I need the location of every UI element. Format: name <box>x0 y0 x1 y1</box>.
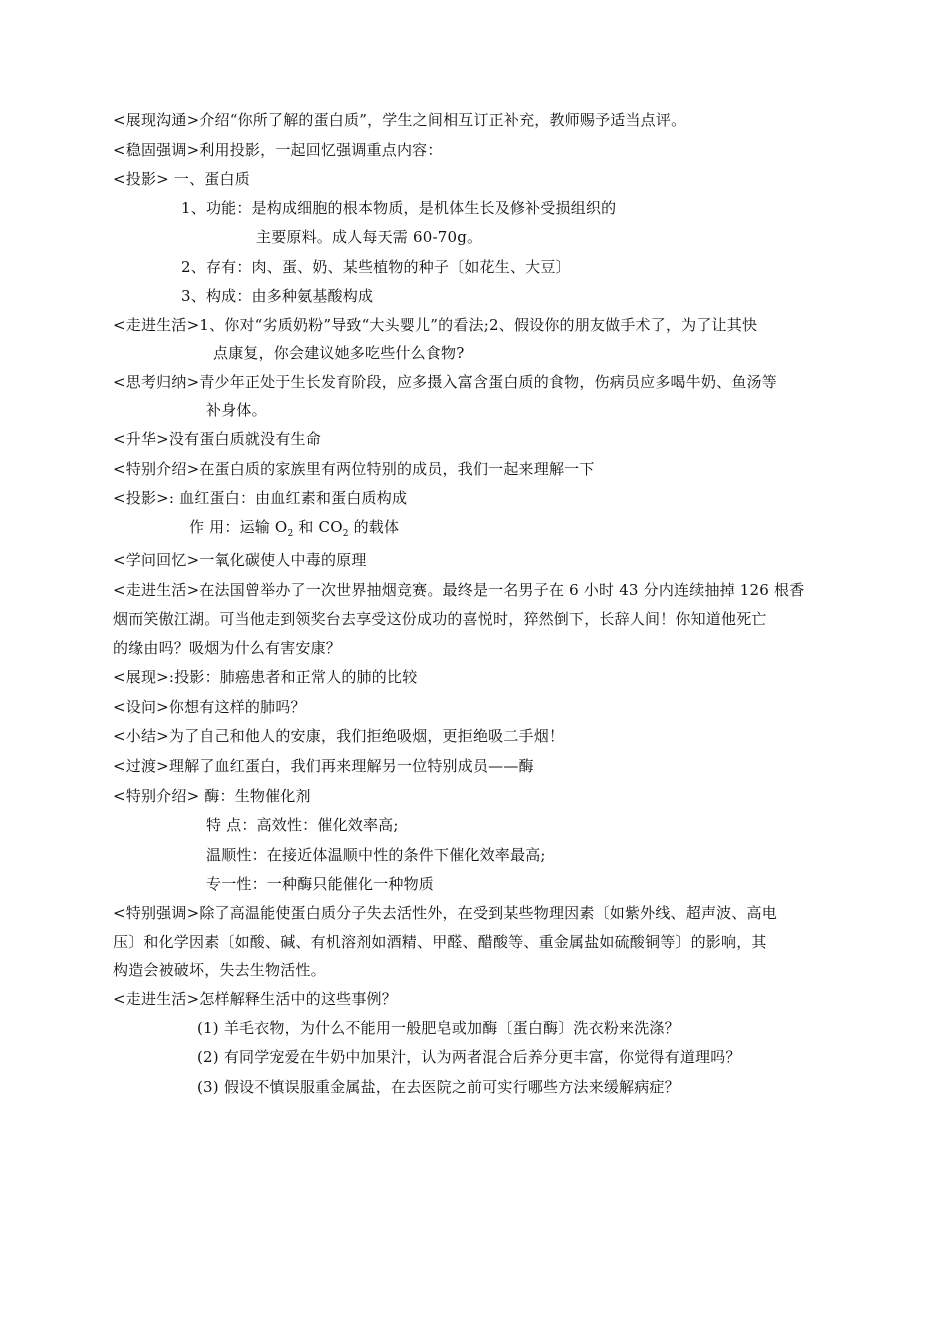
zuoyong-text: 作 用：运输 O <box>189 518 288 536</box>
line-zhanxian-touying: <展现>:投影：肺癌患者和正常人的肺的比较 <box>113 668 418 686</box>
line-zoujin-shenghuo-3: <走进生活>怎样解释生活中的这些事例？ <box>113 990 397 1008</box>
zuoyong-text-3: 的载体 <box>348 518 400 536</box>
line-sikao-guina-cont: 补身体。 <box>206 401 267 419</box>
list-item-3: (3) 假设不慎误服重金属盐，在去医院之前可实行哪些方法来缓解病症？ <box>197 1078 680 1096</box>
line-xuewen-huiyi: <学问回忆>一氧化碳使人中毒的原理 <box>113 551 367 569</box>
line-wengu-qiangdiao: <稳固强调>利用投影，一起回忆强调重点内容： <box>113 141 443 159</box>
zuoyong-text-2: 和 CO <box>293 518 343 536</box>
list-item-2: (2) 有同学宠爱在牛奶中加果汁，认为两者混合后养分更丰富，你觉得有道理吗？ <box>197 1048 741 1066</box>
co2-subscript: 2 <box>342 529 349 539</box>
line-tebie-qiangdiao-cont2: 构造会被破坏，失去生物活性。 <box>113 961 326 979</box>
line-zoujin-shenghuo-1-cont: 点康复，你会建议她多吃些什么食物? <box>213 344 465 362</box>
line-sikao-guina: <思考归纳>青少年正处于生长发育阶段，应多摄入富含蛋白质的食物，伤病员应多喝牛奶、鱼汤等 <box>113 373 777 391</box>
list-item-1: (1) 羊毛衣物，为什么不能用一般肥皂或加酶〔蛋白酶〕洗衣粉来洗涤？ <box>197 1019 680 1037</box>
line-cunyou: 2、存有：肉、蛋、奶、某些植物的种子〔如花生、大豆〕 <box>181 258 571 276</box>
line-goucheng: 3、构成：由多种氨基酸构成 <box>181 287 374 305</box>
line-tebie-jieshao-mei: <特别介绍> 酶：生物催化剂 <box>113 787 311 805</box>
line-guodu: <过渡>理解了血红蛋白，我们再来理解另一位特别成员——酶 <box>113 757 534 775</box>
line-tedian: 特 点：高效性：催化效率高; <box>206 816 399 834</box>
line-touying-xuehong: <投影>: 血红蛋白：由血红素和蛋白质构成 <box>113 489 408 507</box>
line-tebie-qiangdiao: <特别强调>除了高温能使蛋白质分子失去活性外，在受到某些物理因素〔如紫外线、超声波、高电 <box>113 904 777 922</box>
line-zhanxian-goutong: <展现沟通>介绍“你所了解的蛋白质”，学生之间相互订正补充，教师赐予适当点评。 <box>113 111 687 129</box>
line-tebie-qiangdiao-cont1: 压〕和化学因素〔如酸、碱、有机溶剂如酒精、甲醛、醋酸等、重金属盐如硫酸铜等〕的影响，其 <box>113 933 767 951</box>
line-gongneng-cont: 主要原料。成人每天需 60-70g。 <box>256 228 483 246</box>
line-zuoyong <box>189 517 399 544</box>
line-shenghua: <升华>没有蛋白质就没有生命 <box>113 430 321 448</box>
line-tebie-jieshao-1: <特别介绍>在蛋白质的家族里有两位特别的成员，我们一起来理解一下 <box>113 460 595 478</box>
line-xiaojie: <小结>为了自己和他人的安康，我们拒绝吸烟，更拒绝吸二手烟！ <box>113 727 565 745</box>
line-gongneng: 1、功能：是构成细胞的根本物质，是机体生长及修补受损组织的 <box>181 199 617 217</box>
line-wenshun: 温顺性：在接近体温顺中性的条件下催化效率最高; <box>206 846 546 864</box>
line-zoujin-shenghuo-2: <走进生活>在法国曾举办了一次世界抽烟竞赛。最终是一名男子在 6 小时 43 分内连续抽掉 126 根香 <box>113 581 805 599</box>
line-zoujin-shenghuo-1: <走进生活>1、你对“劣质奶粉”导致“大头婴儿”的看法;2、假设你的朋友做手术了，为了让其快 <box>113 316 758 334</box>
line-touying-danbaizhi: <投影> 一、蛋白质 <box>113 170 250 188</box>
line-zhuanyi: 专一性：一种酶只能催化一种物质 <box>206 875 435 893</box>
line-zoujin-shenghuo-2-cont1: 烟而笑傲江湖。可当他走到领奖台去享受这份成功的喜悦时，猝然倒下，长辞人间！你知道他死亡 <box>113 610 767 628</box>
o2-subscript: 2 <box>287 529 294 539</box>
line-zoujin-shenghuo-2-cont2: 的缘由吗？吸烟为什么有害安康？ <box>113 639 342 657</box>
line-shewen: <设问>你想有这样的肺吗？ <box>113 698 306 716</box>
